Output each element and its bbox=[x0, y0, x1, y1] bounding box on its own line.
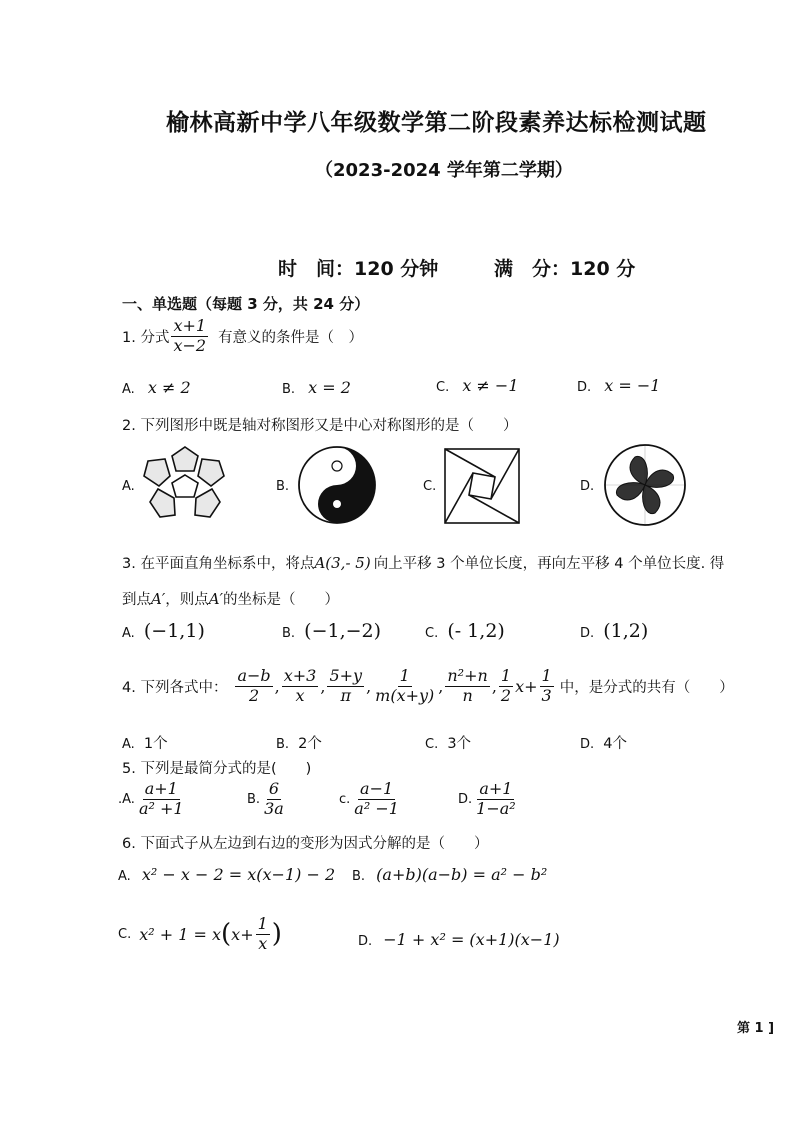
q4-number: 4. 下列各式中： bbox=[122, 679, 228, 696]
q4-option-a[interactable] bbox=[122, 732, 168, 753]
frac-den: π bbox=[340, 685, 351, 705]
q3-text-e: 的坐标是（ ） bbox=[223, 592, 339, 608]
q1-frac-den: x−2 bbox=[173, 335, 207, 355]
page-subtitle: （2023-2024 学年第二学期） bbox=[315, 160, 573, 181]
q5-option-a[interactable] bbox=[118, 781, 188, 818]
option-fraction bbox=[137, 781, 186, 818]
q3-text-d: ，则点 bbox=[165, 592, 209, 608]
q4-frac-2 bbox=[282, 668, 319, 705]
q4-frac-4 bbox=[373, 668, 436, 705]
q5-option-c[interactable] bbox=[339, 781, 403, 818]
frac-num: x+3 bbox=[283, 666, 317, 685]
option-text: −1 + x² = (x+1)(x−1) bbox=[383, 930, 560, 949]
exam-time: 时 间：120 分钟 bbox=[278, 258, 439, 280]
option-label: c. bbox=[339, 791, 351, 807]
q2-label-c[interactable]: C. bbox=[423, 479, 437, 494]
square-pinwheel-icon bbox=[443, 447, 521, 525]
frac-den: 2 bbox=[500, 685, 512, 705]
option-label: B. bbox=[282, 382, 296, 397]
q3-text-a: 3. 在平面直角坐标系中，将点 bbox=[122, 556, 315, 572]
q3-text-b: 向上平移 3 个单位长度，再向左平移 4 个单位长度. 得 bbox=[373, 556, 725, 572]
option-text: (−1,−2) bbox=[304, 620, 382, 642]
option-text: (−1,1) bbox=[143, 620, 205, 642]
q1-option-c[interactable] bbox=[436, 376, 519, 395]
frac-den: 3 bbox=[541, 685, 552, 705]
option-text: 3个 bbox=[447, 736, 472, 752]
option-text: (1,2) bbox=[603, 620, 649, 642]
q2-label-d[interactable]: D. bbox=[580, 479, 595, 494]
comma: , bbox=[320, 676, 326, 696]
option-label: B. bbox=[282, 626, 296, 641]
option-label: D. bbox=[580, 737, 595, 752]
q4-option-d[interactable] bbox=[580, 732, 627, 753]
page-number: 第 1 ] bbox=[737, 1021, 775, 1036]
option-text: x² − x − 2 = x(x−1) − 2 bbox=[141, 865, 336, 884]
q3-option-b[interactable] bbox=[282, 620, 381, 642]
option-text: x ≠ −1 bbox=[462, 376, 519, 395]
frac-num: 1 bbox=[500, 666, 512, 685]
question-4 bbox=[122, 668, 734, 705]
comma: , bbox=[438, 676, 444, 696]
comma: , bbox=[491, 676, 497, 696]
option-text: x = −1 bbox=[604, 376, 661, 395]
q3-option-a[interactable] bbox=[122, 620, 205, 642]
q3-option-c[interactable] bbox=[425, 620, 505, 642]
question-1 bbox=[122, 318, 363, 355]
option-label: A. bbox=[122, 737, 135, 752]
q4-frac-1 bbox=[235, 668, 272, 705]
frac-num: 1 bbox=[399, 666, 410, 685]
frac-den: n bbox=[462, 685, 473, 705]
option-text: x = 2 bbox=[308, 378, 351, 397]
frac-num: a+1 bbox=[479, 779, 513, 798]
q3-option-d[interactable] bbox=[580, 620, 648, 642]
option-text: 1个 bbox=[143, 736, 168, 752]
option-label: D. bbox=[458, 791, 473, 807]
pentagon-figure-icon bbox=[140, 445, 230, 527]
option-fraction bbox=[262, 781, 286, 818]
frac-den: x bbox=[258, 933, 268, 953]
q5-option-b[interactable] bbox=[247, 781, 288, 818]
frac-num: a−1 bbox=[360, 779, 394, 798]
square-pinwheel-figure[interactable] bbox=[443, 447, 521, 525]
question-5: 5. 下列是最简分式的是( ) bbox=[122, 761, 312, 777]
option-label: D. bbox=[358, 934, 373, 949]
option-label: D. bbox=[577, 380, 592, 395]
yin-yang-icon bbox=[296, 444, 378, 526]
option-label: B. bbox=[352, 869, 366, 884]
frac-num: 6 bbox=[268, 779, 280, 798]
yin-yang-figure[interactable] bbox=[296, 444, 378, 526]
q4-tail: 中，是分式的共有（ ） bbox=[559, 679, 734, 696]
q1-fraction bbox=[171, 318, 208, 355]
q6-option-c[interactable] bbox=[118, 916, 282, 953]
option-text: 2个 bbox=[298, 736, 322, 752]
frac-num: a−b bbox=[237, 666, 271, 685]
comma: , bbox=[274, 676, 280, 696]
q3-text-c: 到点 bbox=[122, 592, 151, 608]
q2-label-b[interactable]: B. bbox=[276, 479, 290, 494]
frac-den: x bbox=[295, 685, 305, 705]
frac-den: m(x+y) bbox=[375, 685, 435, 705]
page-title: 榆林高新中学八年级数学第二阶段素养达标检测试题 bbox=[166, 110, 707, 136]
option-label: C. bbox=[425, 737, 439, 752]
q3-point-a-prime-2: A′ bbox=[208, 590, 223, 608]
comma: , bbox=[366, 676, 372, 696]
q3-point-a-prime: A′ bbox=[151, 590, 166, 608]
frac-den: 1−a² bbox=[476, 798, 516, 818]
frac-den: 2 bbox=[248, 685, 260, 705]
frac-num: 1 bbox=[257, 914, 268, 933]
option-label: B. bbox=[276, 737, 290, 752]
option-label: C. bbox=[118, 926, 132, 942]
question-3-line2 bbox=[122, 588, 339, 609]
q1-frac-num: x+1 bbox=[173, 316, 207, 335]
left-paren: ( bbox=[221, 919, 232, 950]
question-2: 2. 下列图形中既是轴对称图形又是中心对称图形的是（ ） bbox=[122, 418, 518, 434]
q4-option-c[interactable] bbox=[425, 732, 471, 753]
frac-num: 5+y bbox=[329, 666, 363, 685]
q4-frac-7 bbox=[540, 668, 554, 705]
option-text: (- 1,2) bbox=[447, 620, 505, 642]
q4-frac-6 bbox=[499, 668, 513, 705]
section-heading: 一、单选题（每题 3 分，共 24 分） bbox=[122, 295, 370, 313]
option-label: C. bbox=[425, 626, 439, 641]
question-6: 6. 下面式子从左边到右边的变形为因式分解的是（ ） bbox=[122, 836, 489, 852]
exam-score: 满 分：120 分 bbox=[494, 258, 636, 280]
q6-option-b[interactable] bbox=[352, 865, 547, 884]
question-3-line1 bbox=[122, 552, 724, 573]
frac-num: n²+n bbox=[447, 666, 488, 685]
q4-option-b[interactable] bbox=[276, 732, 322, 753]
frac-num: a+1 bbox=[144, 779, 178, 798]
option-label: A. bbox=[118, 869, 131, 884]
q5-option-d[interactable] bbox=[458, 781, 520, 818]
option-text: 4个 bbox=[603, 736, 627, 752]
option-text: x ≠ 2 bbox=[147, 378, 191, 397]
frac-num: 1 bbox=[541, 666, 552, 685]
q4-frac-5 bbox=[445, 668, 489, 705]
q6-option-a[interactable] bbox=[118, 865, 335, 884]
q1-option-a[interactable] bbox=[122, 378, 191, 397]
option-fraction bbox=[474, 781, 518, 818]
frac-den: a² −1 bbox=[354, 798, 399, 818]
frac-den: a² +1 bbox=[138, 798, 184, 818]
q4-mid: x+ bbox=[515, 676, 538, 696]
q1-tail: 有意义的条件是（ ） bbox=[218, 329, 364, 346]
option-label: C. bbox=[436, 380, 450, 395]
option-label: A. bbox=[122, 382, 135, 397]
right-paren: ) bbox=[271, 919, 282, 950]
option-label: A. bbox=[122, 626, 135, 641]
option-text: x² + 1 = x bbox=[139, 924, 222, 944]
q1-option-b[interactable] bbox=[282, 378, 351, 397]
option-label: B. bbox=[247, 791, 261, 807]
q1-number: 1. 分式 bbox=[122, 329, 170, 346]
four-petal-circle-figure[interactable] bbox=[603, 443, 687, 527]
q4-frac-3 bbox=[327, 668, 364, 705]
q1-option-d[interactable] bbox=[577, 376, 660, 395]
q3-point: A(3,- 5) bbox=[314, 554, 371, 572]
four-petal-icon bbox=[603, 443, 687, 527]
option-fraction bbox=[352, 781, 401, 818]
option-fraction bbox=[256, 916, 270, 953]
option-text: (a+b)(a−b) = a² − b² bbox=[376, 865, 548, 884]
pentagon-figure[interactable] bbox=[140, 445, 230, 527]
frac-den: 3a bbox=[264, 798, 284, 818]
q6-option-d[interactable] bbox=[358, 930, 560, 949]
option-label: D. bbox=[580, 626, 595, 641]
q2-label-a[interactable]: A. bbox=[122, 479, 135, 494]
option-label: .A. bbox=[118, 791, 135, 807]
option-text-inner: x+ bbox=[231, 924, 254, 944]
